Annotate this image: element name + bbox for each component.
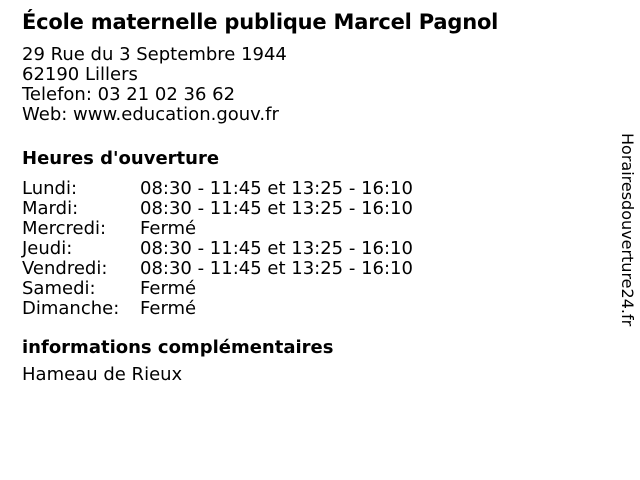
hours-row-value: 08:30 - 11:45 et 13:25 - 16:10 xyxy=(140,258,413,279)
page-title: École maternelle publique Marcel Pagnol xyxy=(22,10,499,34)
hours-row-day: Mercredi: xyxy=(22,218,107,239)
hours-row-day: Mardi: xyxy=(22,198,79,219)
hours-row-day: Dimanche: xyxy=(22,298,120,319)
hours-row-value: 08:30 - 11:45 et 13:25 - 16:10 xyxy=(140,178,413,199)
hours-row-day: Jeudi: xyxy=(22,238,73,259)
hours-row-value: 08:30 - 11:45 et 13:25 - 16:10 xyxy=(140,238,413,259)
web-url-link[interactable]: www.education.gouv.fr xyxy=(73,104,279,125)
phone-number: 03 21 02 36 62 xyxy=(97,84,236,105)
hours-row-value: Fermé xyxy=(140,278,197,299)
address-block xyxy=(22,45,600,125)
hours-row-value: Fermé xyxy=(140,218,197,239)
hours-row-day: Lundi: xyxy=(22,178,78,199)
address-city: 62190 Lillers xyxy=(22,64,138,85)
hours-row-day: Samedi: xyxy=(22,278,96,299)
web-line xyxy=(22,105,600,125)
phone-line xyxy=(22,85,600,105)
phone-label: Telefon: xyxy=(22,84,92,105)
hours-row-value: 08:30 - 11:45 et 13:25 - 16:10 xyxy=(140,198,413,219)
hours-row-value: Fermé xyxy=(140,298,197,319)
address-street: 29 Rue du 3 Septembre 1944 xyxy=(22,44,287,65)
additional-info-text: Hameau de Rieux xyxy=(22,364,183,385)
web-label: Web: xyxy=(22,104,68,125)
hours-row-day: Vendredi: xyxy=(22,258,108,279)
opening-hours-heading: Heures d'ouverture xyxy=(22,148,220,169)
opening-hours-table xyxy=(22,179,600,319)
additional-info-heading: informations complémentaires xyxy=(22,337,334,358)
site-branding-vertical-text: Horairesdouverture24.fr xyxy=(618,133,637,327)
